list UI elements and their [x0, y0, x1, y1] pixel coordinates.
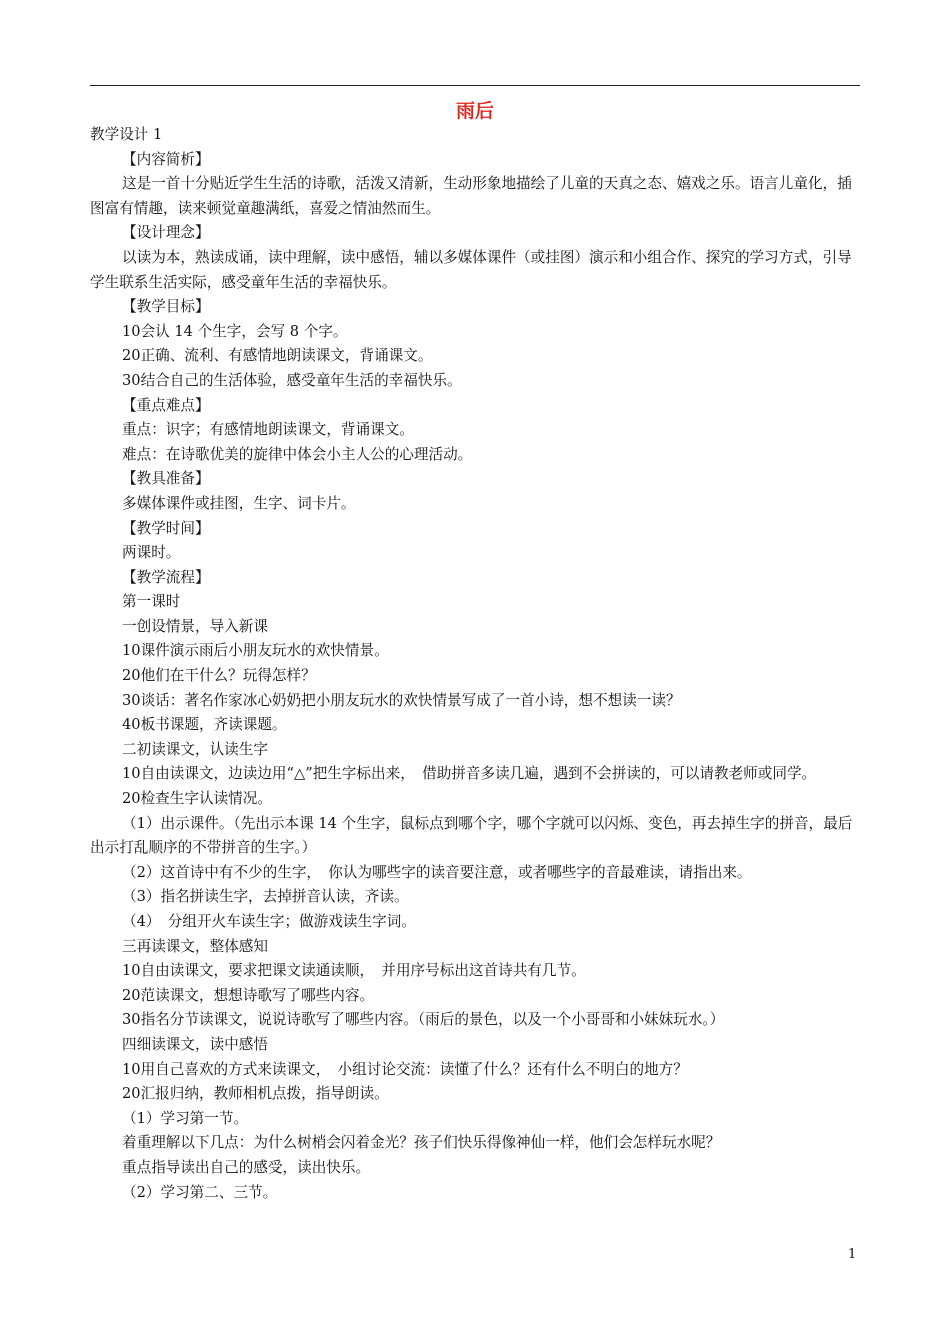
text-line: 20正确、流利、有感情地朗读课文，背诵课文。	[122, 347, 433, 365]
text-line: 10用自己喜欢的方式来读课文， 小组讨论交流：读懂了什么？还有什么不明白的地方？	[122, 1060, 688, 1078]
text-line: 【教具准备】	[122, 470, 210, 488]
page-number: 1	[848, 1247, 857, 1262]
header-rule	[90, 85, 860, 86]
text-line: （3）指名拼读生字，去掉拼音认读，齐读。	[122, 888, 409, 906]
text-line: （1）学习第一节。	[122, 1109, 249, 1127]
text-line: 20检查生字认读情况。	[122, 790, 272, 808]
text-line: 10自由读课文，要求把课文读通读顺， 并用序号标出这首诗共有几节。	[122, 962, 586, 980]
text-line: 二初读课文，认读生字	[122, 740, 268, 758]
text-line: 第一课时	[122, 593, 181, 611]
text-line: 这是一首十分贴近学生生活的诗歌，活泼又清新，生动形象地描绘了儿童的天真之态、嬉戏之乐。语言儿童化，插图富有情趣，读来顿觉童趣满纸，喜爱之情油然而生。	[90, 175, 852, 217]
text-line: 【教学目标】	[122, 298, 210, 316]
text-line: （1）出示课件。（先出示本课 14 个生字，鼠标点到哪个字，哪个字就可以闪烁、变色，再去掉生字的拼音，最后出示打乱顺序的不带拼音的生字。）	[90, 814, 853, 857]
text-line: 30指名分节读课文，说说诗歌写了哪些内容。（雨后的景色，以及一个小哥哥和小妹妹玩水。）	[122, 1011, 725, 1029]
text-line: 两课时。	[122, 544, 181, 562]
text-line: 10自由读课文，边读边用“△”把生字标出来， 借助拼音多读几遍，遇到不会拼读的，可以请教老师或同学。	[122, 765, 817, 783]
text-line: 以读为本，熟读成诵，读中理解，读中感悟，辅以多媒体课件（或挂图）演示和小组合作、探究的学习方式，引导学生联系生活实际，感受童年生活的幸福快乐。	[90, 248, 852, 291]
text-line: 一创设情景，导入新课	[122, 617, 268, 635]
text-line: （2）学习第二、三节。	[122, 1183, 278, 1201]
text-line: 20汇报归纳，教师相机点拨，指导朗读。	[122, 1085, 389, 1103]
text-line: 30谈话：著名作家冰心奶奶把小朋友玩水的欢快情景写成了一首小诗，想不想读一读？	[122, 691, 681, 709]
text-line: 着重理解以下几点：为什么树梢会闪着金光？孩子们快乐得像神仙一样，他们会怎样玩水呢？	[122, 1134, 721, 1152]
text-line: 重点指导读出自己的感受，读出快乐。	[122, 1158, 371, 1176]
text-line: 【教学流程】	[122, 568, 210, 586]
text-line: 40板书课题，齐读课题。	[122, 716, 287, 734]
text-line: 三再读课文，整体感知	[122, 937, 268, 955]
text-line: 重点：识字；有感情地朗读课文，背诵课文。	[122, 421, 414, 439]
text-line: 10课件演示雨后小朋友玩水的欢快情景。	[122, 642, 389, 660]
text-line: 30结合自己的生活体验，感受童年生活的幸福快乐。	[122, 371, 462, 389]
text-line: （4） 分组开火车读生字；做游戏读生字词。	[122, 913, 416, 930]
text-line: 教学设计 1	[90, 126, 163, 143]
text-line: 【重点难点】	[122, 396, 210, 414]
text-line: 【设计理念】	[122, 224, 210, 242]
text-line: 20他们在干什么？玩得怎样？	[122, 667, 316, 685]
text-line: 10会认 14 个生字，会写 8 个字。	[122, 322, 348, 340]
document-body	[90, 123, 862, 1205]
text-line: 多媒体课件或挂图，生字、词卡片。	[122, 494, 356, 512]
text-line: 【内容简析】	[122, 150, 210, 168]
text-line: 四细读课文，读中感悟	[122, 1035, 268, 1053]
text-line: 难点：在诗歌优美的旋律中体会小主人公的心理活动。	[122, 445, 473, 463]
text-line: （2）这首诗中有不少的生字， 你认为哪些字的读音要注意，或者哪些字的音最难读，请指出来。	[122, 863, 752, 881]
text-line: 【教学时间】	[122, 519, 210, 537]
text-line: 20范读课文，想想诗歌写了哪些内容。	[122, 986, 375, 1004]
document-title: 雨后	[455, 100, 494, 122]
